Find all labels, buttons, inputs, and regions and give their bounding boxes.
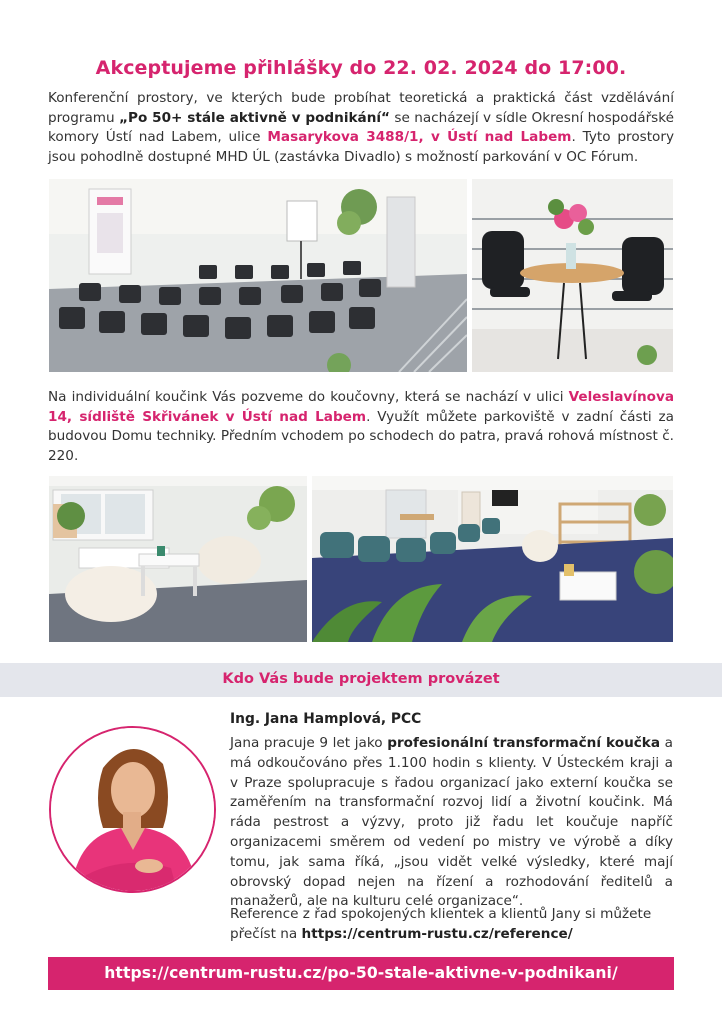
coach-name: Ing. Jana Hamplová, PCC	[230, 711, 422, 727]
coaching-room-paragraph	[48, 388, 674, 466]
coaching-text-2: . Využít můžete parkoviště v zadní části za budovou Domu techniky. Předním vchodem po schodech do patra, pravá rohová místnost č. 220.	[48, 408, 674, 464]
meeting-table-photo	[472, 179, 673, 372]
lounge-photo	[49, 476, 307, 642]
program-name: „Po 50+ stále aktivně v podnikání“	[119, 109, 390, 126]
headline: Akceptujeme přihlášky do 22. 02. 2024 do 17:00.	[95, 57, 627, 79]
bio-text-2: a má odkoučováno přes 1.100 hodin s klienty. V Ústeckém kraji a v Praze spolupracuje s řadou organizací jako externí koučka se zaměřením na transformační rozvoj lidí a životní koučink. Má ráda pestrost a výzvy, proto již řadu let koučuje napříč organizacemi směrem od vedení po mistry ve výrobě a díky tomu, jak sama říká, „jsou vidět velké výsledky, které mají obrovský dopad nejen na řízení a rozhodování ředitelů a manažerů, ale na kulturu celé organizace“.	[230, 735, 673, 910]
venue-paragraph	[48, 89, 674, 167]
venue-text-3: . Tyto prostory jsou pohodlně dostupné MHD ÚL (zastávka Divadlo) s možností parkování v OC Fórum.	[48, 129, 674, 165]
coach-bio	[230, 734, 673, 912]
coaching-text-1: Na individuální koučink Vás pozveme do koučovny, která se nachází v ulici	[48, 389, 569, 405]
bio-highlight: profesionální transformační koučka	[387, 735, 661, 751]
references-intro: Reference z řad spokojených klientek a klientů Jany si můžete přečíst na	[230, 906, 652, 942]
coaching-address: Veleslavínova 14, sídliště Skřivánek v Ústí nad Labem	[48, 389, 674, 425]
conference-room-photo	[49, 179, 467, 372]
coaching-room-photo	[312, 476, 673, 642]
references-text	[230, 905, 673, 945]
venue-text-1: Konferenční prostory, ve kterých bude probíhat teoretická a praktická část vzdělávání programu	[48, 90, 674, 126]
references-link[interactable]: https://centrum-rustu.cz/reference/	[301, 925, 573, 942]
venue-address: Masarykova 3488/1, v Ústí nad Labem	[267, 129, 572, 146]
venue-text-2: se nacházejí v sídle Okresní hospodářské komory Ústí nad Labem, ulice	[48, 109, 674, 146]
bio-text-1: Jana pracuje 9 let jako	[230, 735, 388, 751]
coach-portrait	[49, 726, 216, 893]
footer-url-link[interactable]: https://centrum-rustu.cz/po-50-stale-aktivne-v-podnikani/	[104, 964, 618, 982]
section-title: Kdo Vás bude projektem provázet	[222, 671, 500, 687]
